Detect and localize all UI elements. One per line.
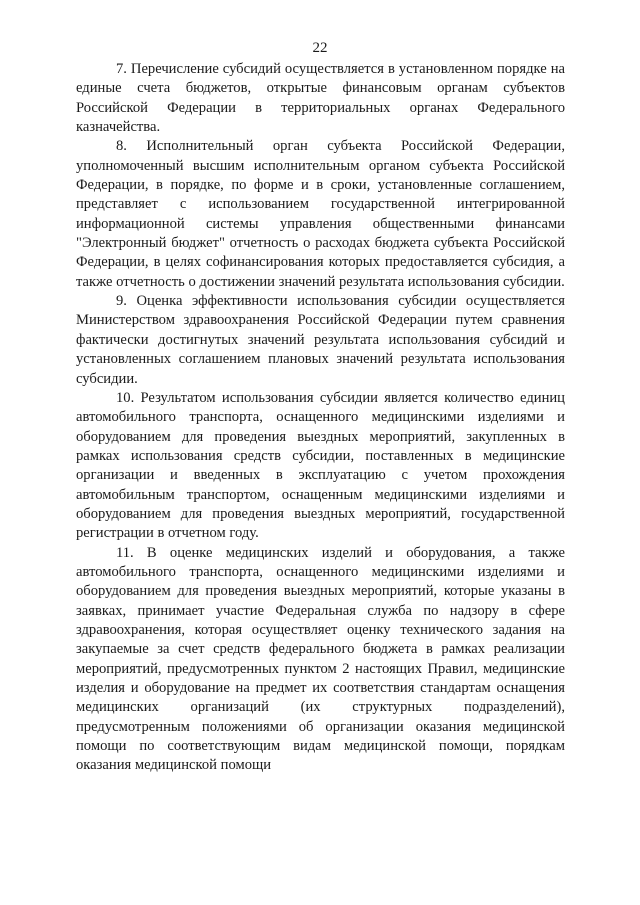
paragraph-10: 10. Результатом использования субсидии является количество единиц автомобильного транспорта, оснащенного медицинскими изделиями и оборудованием для проведения выездных мероприятий, закупленных в рамках использования средств субсидии, поставленных в медицинские организации и введенных в эксплуатацию с учетом прохождения автомобильным транспортом, оснащенным медицинскими изделиями и оборудованием для проведения выездных мероприятий, государственной регистрации в отчетном году.	[76, 389, 565, 542]
paragraph-7: 7. Перечисление субсидий осуществляется в установленном порядке на единые счета бюджетов, открытые финансовым органам субъектов Российской Федерации в территориальных органах Федерального казначейства.	[76, 61, 565, 136]
paragraph-9: 9. Оценка эффективности использования субсидии осуществляется Министерством здравоохранения Российской Федерации путем сравнения фактически достигнутых значений результата использования субсидий и установленных соглашением плановых значений результата использования субсидии.	[76, 293, 565, 387]
document-body	[76, 60, 565, 776]
paragraph-8: 8. Исполнительный орган субъекта Российской Федерации, уполномоченный высшим исполнительным органом субъекта Российской Федерации, в порядке, по форме и в сроки, установленные соглашением, представляет с использованием государственной интегрированной информационной системы управления общественными финансами "Электронный бюджет" отчетность о расходах бюджета субъекта Российской Федерации, в целях софинансирования которых предоставляется субсидия, а также отчетность о достижении значений результата использования субсидии.	[76, 138, 565, 290]
paragraph-11: 11. В оценке медицинских изделий и оборудования, а также автомобильного транспорта, оснащенного медицинскими изделиями и оборудованием для проведения выездных мероприятий, которые указаны в заявках, принимает участие Федеральная служба по надзору в сфере здравоохранения, которая осуществляет оценку технического задания на закупаемые за счет средств федерального бюджета в рамках реализации мероприятий, предусмотренных пунктом 2 настоящих Правил, медицинские изделия и оборудование на предмет их соответствия стандартам оснащения медицинских организаций (их структурных подразделений), предусмотренным положениями об организации оказания медицинской помощи по соответствующим видам медицинской помощи, порядкам оказания медицинской помощи	[76, 544, 565, 774]
page-number: 22	[312, 40, 328, 56]
